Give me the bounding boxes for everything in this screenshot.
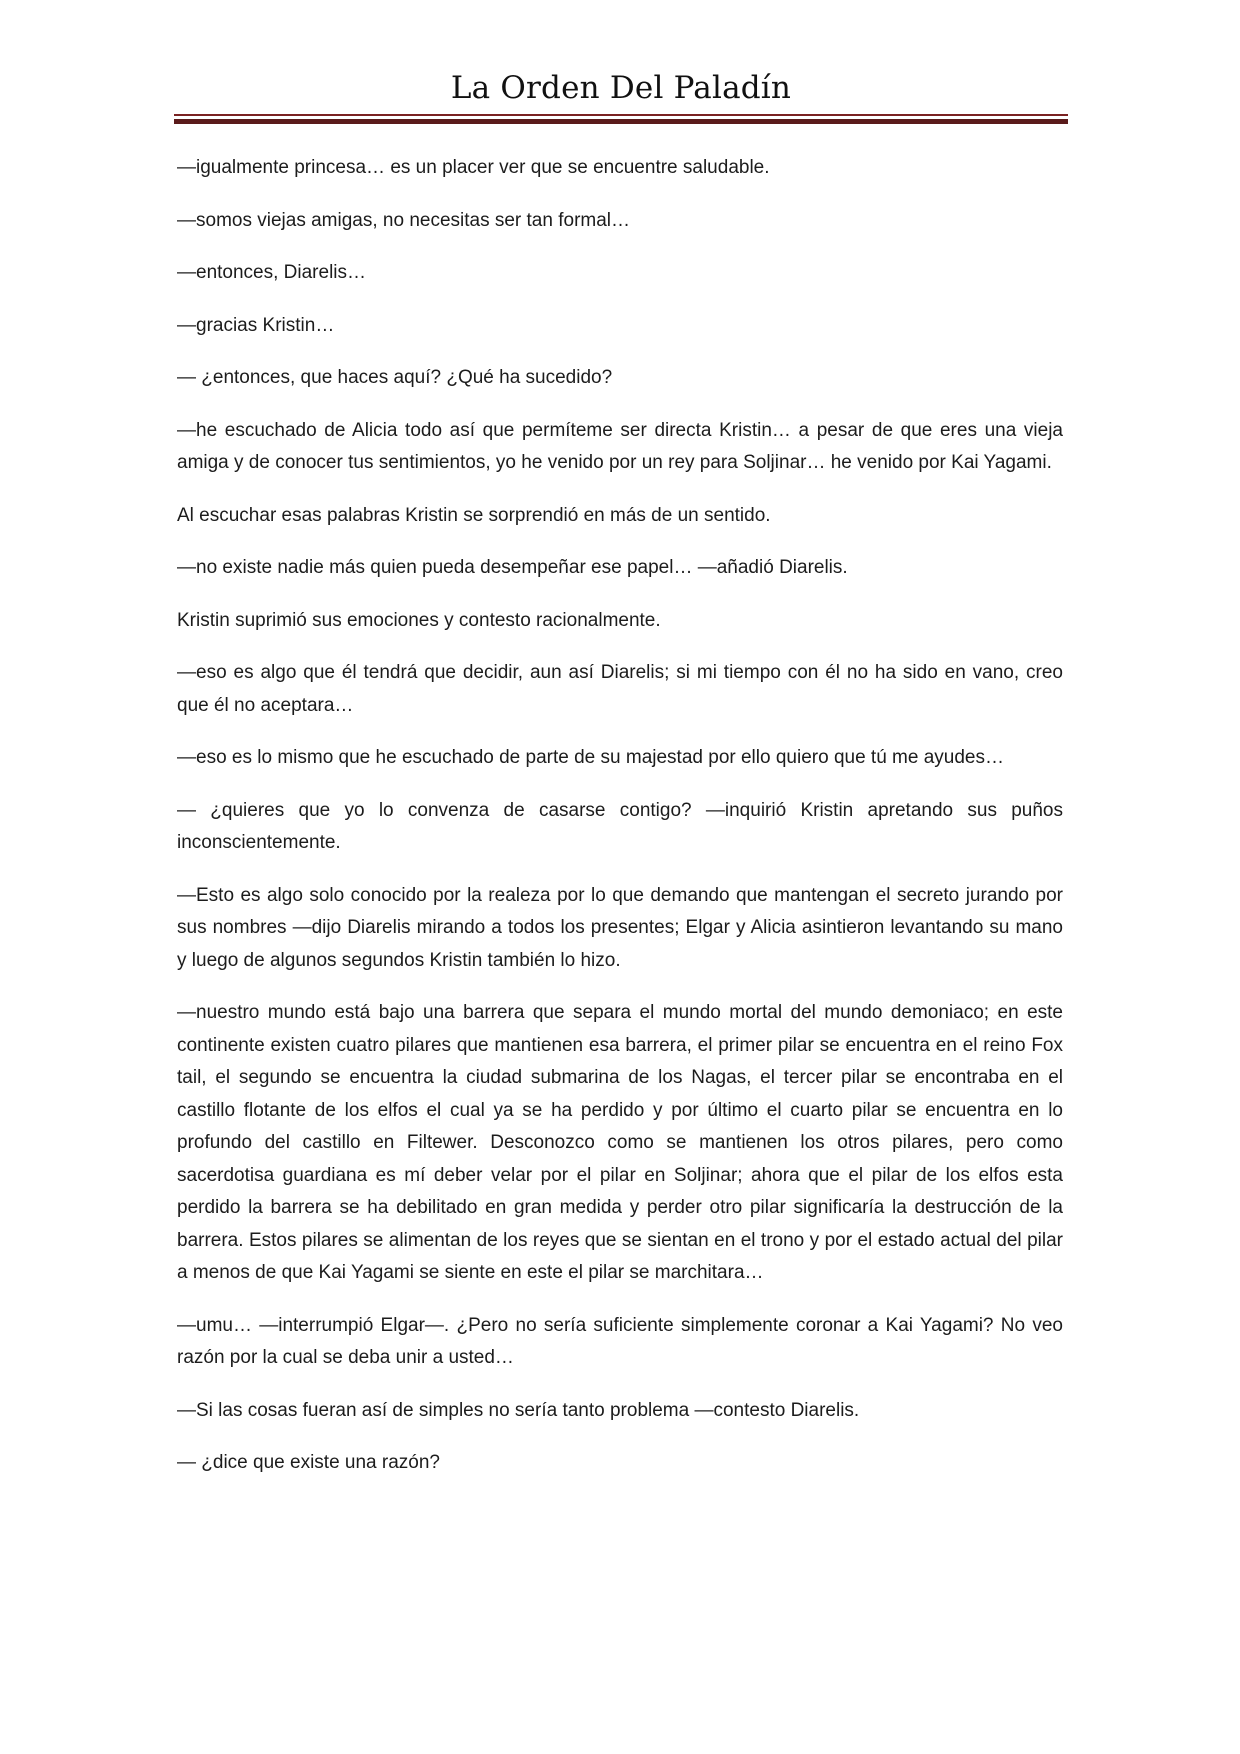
paragraph: — ¿quieres que yo lo convenza de casarse contigo? —inquirió Kristin apretando sus puños inconscientemente. — [177, 799, 1063, 853]
paragraph: —he escuchado de Alicia todo así que permíteme ser directa Kristin… a pesar de que eres una vieja amiga y de conocer tus sentimientos, yo he venido por un rey para Soljinar… he venido por Kai Yagami. — [177, 419, 1063, 473]
paragraph: —eso es lo mismo que he escuchado de parte de su majestad por ello quiero que tú me ayudes… — [177, 747, 1004, 768]
paragraph: —entonces, Diarelis… — [177, 262, 367, 283]
paragraph: —eso es algo que él tendrá que decidir, aun así Diarelis; si mi tiempo con él no ha sido en vano, creo que él no aceptara… — [177, 662, 1063, 716]
paragraph: —somos viejas amigas, no necesitas ser tan formal… — [177, 209, 631, 231]
paragraph: —gracias Kristin… — [177, 314, 335, 336]
header-divider-thick — [174, 119, 1068, 124]
paragraph: —umu… —interrumpió Elgar—. ¿Pero no sería suficiente simplemente coronar a Kai Yagami? No veo razón por la cual se deba unir a usted… — [177, 1314, 1063, 1368]
paragraph: —nuestro mundo está bajo una barrera que separa el mundo mortal del mundo demoniaco; en este continente existen cuatro pilares que mantienen esa barrera, el primer pilar se encuentra en el reino Fox tail, el segundo se encuentra la ciudad submarina de los Nagas, el tercer pilar se encontraba en el castillo flotante de los elfos el cual ya se ha perdido y por último el cuarto pilar se encuentra en lo profundo del castillo en Filtewer. Desconozco como se mantienen los otros pilares, pero como sacerdotisa guardiana es mí deber velar por el pilar en Soljinar; ahora que el pilar de los elfos esta perdido la barrera se ha debilitado en gran medida y perder otro pilar significaría la destrucción de la barrera. Estos pilares se alimentan de los reyes que se sientan en el trono y por el estado actual del pilar a menos de que Kai Yagami se siente en este el pilar se marchitara… — [177, 1002, 1063, 1283]
paragraph: —igualmente princesa… es un placer ver que se encuentre saludable. — [177, 157, 770, 178]
page-header — [174, 70, 1068, 107]
paragraph: —Esto es algo solo conocido por la realeza por lo que demando que mantengan el secreto jurando por sus nombres —dijo Diarelis mirando a todos los presentes; Elgar y Alicia asintieron levantando su mano y luego de algunos segundos Kristin también lo hizo. — [177, 884, 1063, 971]
paragraph: —no existe nadie más quien pueda desempeñar ese papel… —añadió Diarelis. — [177, 557, 848, 578]
paragraph: Kristin suprimió sus emociones y contesto racionalmente. — [177, 609, 661, 631]
header-divider-thin — [174, 114, 1068, 116]
body-text — [177, 152, 1063, 1500]
page-title: La Orden Del Paladín — [450, 70, 792, 106]
paragraph: —Si las cosas fueran así de simples no sería tanto problema —contesto Diarelis. — [177, 1399, 860, 1421]
paragraph: Al escuchar esas palabras Kristin se sorprendió en más de un sentido. — [177, 504, 771, 526]
paragraph: — ¿entonces, que haces aquí? ¿Qué ha sucedido? — [177, 367, 613, 388]
paragraph: — ¿dice que existe una razón? — [177, 1452, 440, 1473]
